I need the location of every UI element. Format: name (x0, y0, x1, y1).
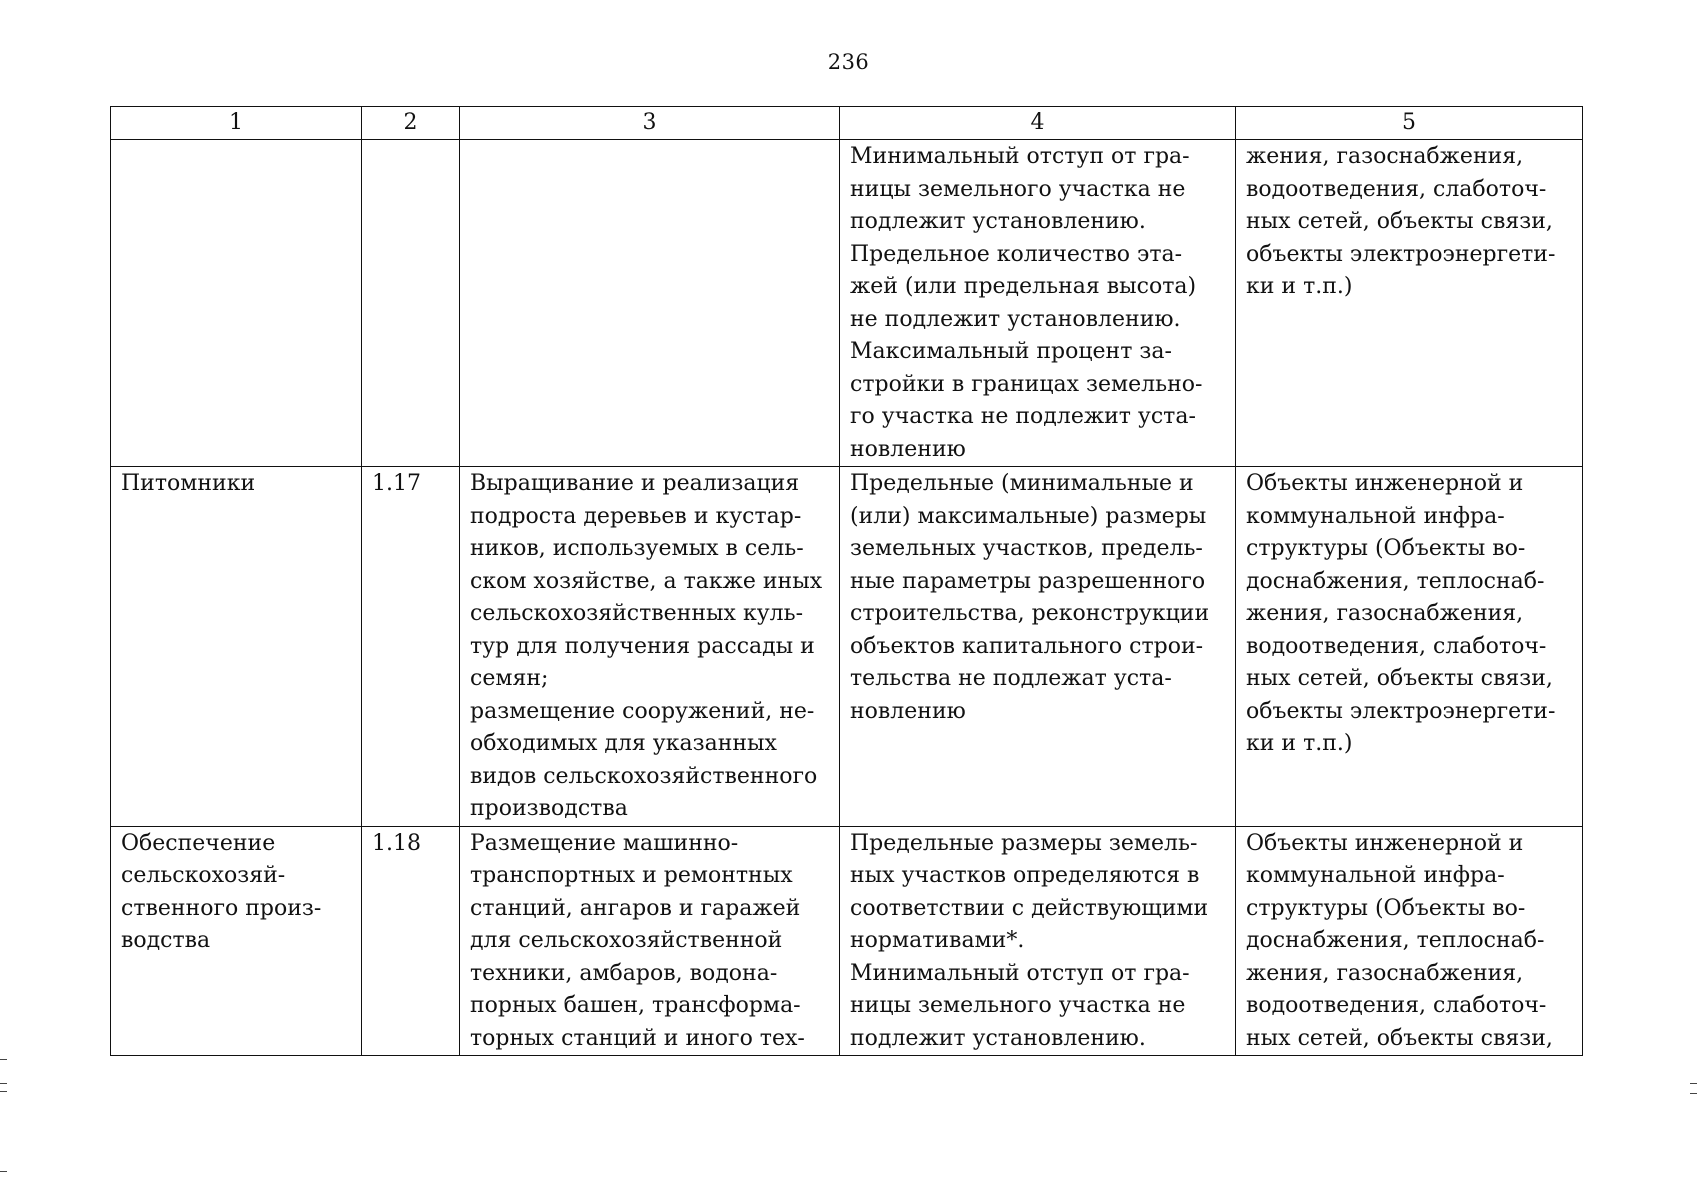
scan-edge-mark (1690, 1093, 1697, 1094)
scan-edge-mark (1690, 1083, 1697, 1084)
parameters-cell (840, 826, 1236, 1056)
column-header-1: 1 (111, 107, 362, 140)
table-header-row (111, 107, 1583, 140)
use-name-cell (111, 826, 362, 1056)
use-name-cell (111, 140, 362, 467)
infrastructure-text: Объекты инженерной и коммунальной инфра- структуры (Объекты во- доснабжения, теплоснаб- жения, газоснабжения, водоотведения, слаботоч- ных сетей, объекты связи, (1246, 830, 1553, 1051)
parameters-text: Минимальный отступ от гра- ницы земельного участка не подлежит установлению. Предельное количество эта- жей (или предельная высота) не подлежит установлению. Максимальный процент за- стройки в границах земельно- го участка не подлежит уста- новлению (850, 144, 1203, 462)
use-description-cell (460, 140, 840, 467)
use-description-text: Размещение машинно- транспортных и ремонтных станций, ангаров и гаражей для сельскохозяйственной техники, амбаров, водона- порных башен, трансформа- торных станций и иного тех- (470, 830, 805, 1051)
column-header-3: 3 (460, 107, 840, 140)
table-row (111, 140, 1583, 467)
use-code-cell (362, 140, 460, 467)
use-code-cell (362, 467, 460, 827)
scan-edge-mark (0, 1083, 7, 1084)
use-description-cell (460, 826, 840, 1056)
table-row (111, 826, 1583, 1056)
infrastructure-cell (1236, 826, 1583, 1056)
scan-edge-mark (0, 1171, 7, 1172)
table-row (111, 467, 1583, 827)
parameters-text: Предельные размеры земель- ных участков определяются в соответствии с действующими нормативами*. Минимальный отступ от гра- ницы земельного участка не подлежит установлению. (850, 830, 1209, 1051)
parameters-cell (840, 140, 1236, 467)
column-header-2: 2 (362, 107, 460, 140)
page-number: 236 (827, 50, 870, 74)
use-description-text: Выращивание и реализация подроста деревьев и кустар- ников, используемых в сель- ском хозяйстве, а также иных сельскохозяйственных куль- тур для получения рассады и семян; размещение сооружений, не- обходимых для указанных видов сельскохозяйственного производства (470, 471, 823, 821)
column-header-5: 5 (1236, 107, 1583, 140)
column-header-4: 4 (840, 107, 1236, 140)
use-name-text: Обеспечение сельскохозяй- ственного произ- водства (121, 830, 322, 953)
parameters-text: Предельные (минимальные и (или) максимальные) размеры земельных участков, предель- ные параметры разрешенного строительства, реконструкции объектов капитального строи- тельства не подлежат уста- новлению (850, 471, 1210, 724)
scan-edge-mark (0, 1091, 7, 1092)
use-code-cell (362, 826, 460, 1056)
parameters-cell (840, 467, 1236, 827)
use-name-text: Питомники (121, 471, 256, 496)
infrastructure-text: жения, газоснабжения, водоотведения, слаботоч- ных сетей, объекты связи, объекты электроэнергети- ки и т.п.) (1246, 144, 1556, 299)
land-use-table (110, 106, 1583, 1056)
use-code-text: 1.17 (372, 471, 421, 496)
use-description-cell (460, 467, 840, 827)
infrastructure-text: Объекты инженерной и коммунальной инфра- структуры (Объекты во- доснабжения, теплоснаб- жения, газоснабжения, водоотведения, слаботоч- ных сетей, объекты связи, объекты электроэнергети- ки и т.п.) (1246, 471, 1556, 756)
infrastructure-cell (1236, 467, 1583, 827)
use-name-cell (111, 467, 362, 827)
scan-edge-mark (0, 1059, 7, 1060)
infrastructure-cell (1236, 140, 1583, 467)
use-code-text: 1.18 (372, 830, 421, 856)
